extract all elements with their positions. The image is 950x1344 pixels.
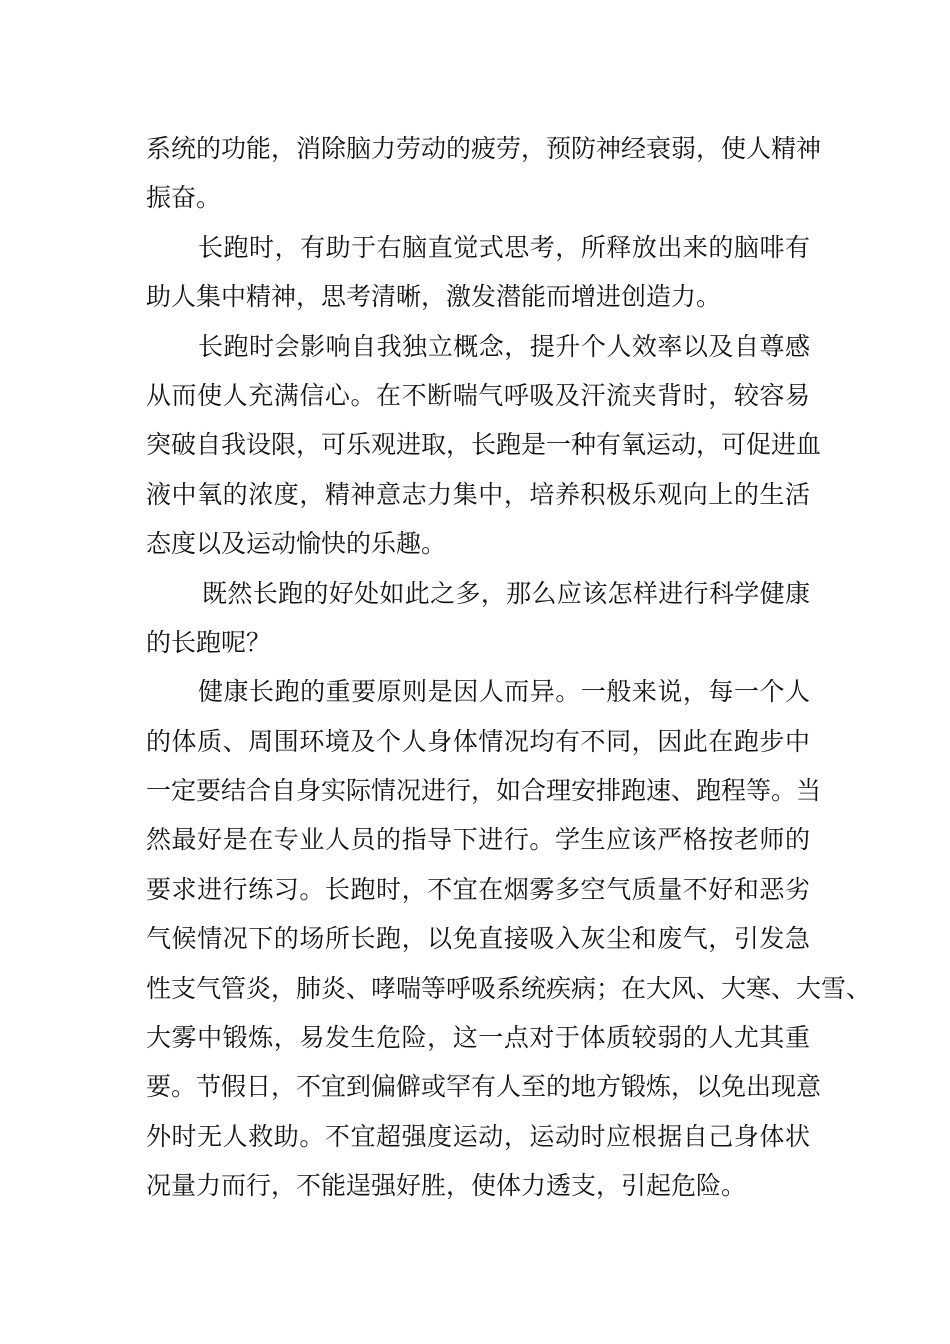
text-line: 况量力而行，不能逞强好胜，使体力透支，引起危险。 xyxy=(146,1171,747,1201)
text-line: 性支气管炎，肺炎、哮喘等呼吸系统疾病；在大风、大寒、大雪、 xyxy=(146,973,872,1003)
paragraph-3 xyxy=(146,322,822,569)
document-body xyxy=(146,124,872,1211)
text-line: 液中氧的浓度，精神意志力集中，培养积极乐观向上的生活 xyxy=(146,479,810,509)
paragraph-4 xyxy=(146,569,810,668)
text-line: 长跑时，有助于右脑直觉式思考，所释放出来的脑啡有 xyxy=(198,232,810,262)
paragraph-5 xyxy=(146,667,872,1210)
text-line: 要。节假日，不宜到偏僻或罕有人至的地方锻炼，以免出现意 xyxy=(146,1072,822,1102)
text-line: 既然长跑的好处如此之多，那么应该怎样进行科学健康 xyxy=(202,578,810,608)
text-line: 长跑时会影响自我独立概念，提升个人效率以及自尊感 xyxy=(198,331,810,361)
paragraph-1 xyxy=(146,124,822,223)
text-line: 一定要结合自身实际情况进行，如合理安排跑速、跑程等。当 xyxy=(146,776,822,806)
text-line: 外时无人救助。不宜超强度运动，运动时应根据自己身体状 xyxy=(146,1121,810,1151)
text-line: 的长跑呢？ xyxy=(146,627,272,657)
text-line: 健康长跑的重要原则是因人而异。一般来说，每一个人 xyxy=(198,677,810,707)
text-line: 系统的功能，消除脑力劳动的疲劳，预防神经衰弱，使人精神 xyxy=(146,134,822,163)
text-line: 助人集中精神，思考清晰，激发潜能而增进创造力。 xyxy=(146,282,722,312)
text-line: 从而使人充满信心。在不断喘气呼吸及汗流夹背时，较容易 xyxy=(146,380,810,410)
text-line: 振奋。 xyxy=(146,183,222,213)
text-line: 突破自我设限，可乐观进取，长跑是一种有氧运动，可促进血 xyxy=(146,430,822,460)
text-line: 态度以及运动愉快的乐趣。 xyxy=(146,529,447,559)
text-line: 然最好是在专业人员的指导下进行。学生应该严格按老师的 xyxy=(146,825,810,855)
text-line: 大雾中锻炼，易发生危险，这一点对于体质较弱的人尤其重 xyxy=(146,1023,810,1053)
paragraph-2 xyxy=(146,223,810,322)
text-line: 气候情况下的场所长跑，以免直接吸入灰尘和废气，引发急 xyxy=(146,924,810,954)
text-line: 要求进行练习。长跑时，不宜在烟雾多空气质量不好和恶劣 xyxy=(146,874,810,904)
text-line: 的体质、周围环境及个人身体情况均有不同，因此在跑步中 xyxy=(146,726,810,756)
